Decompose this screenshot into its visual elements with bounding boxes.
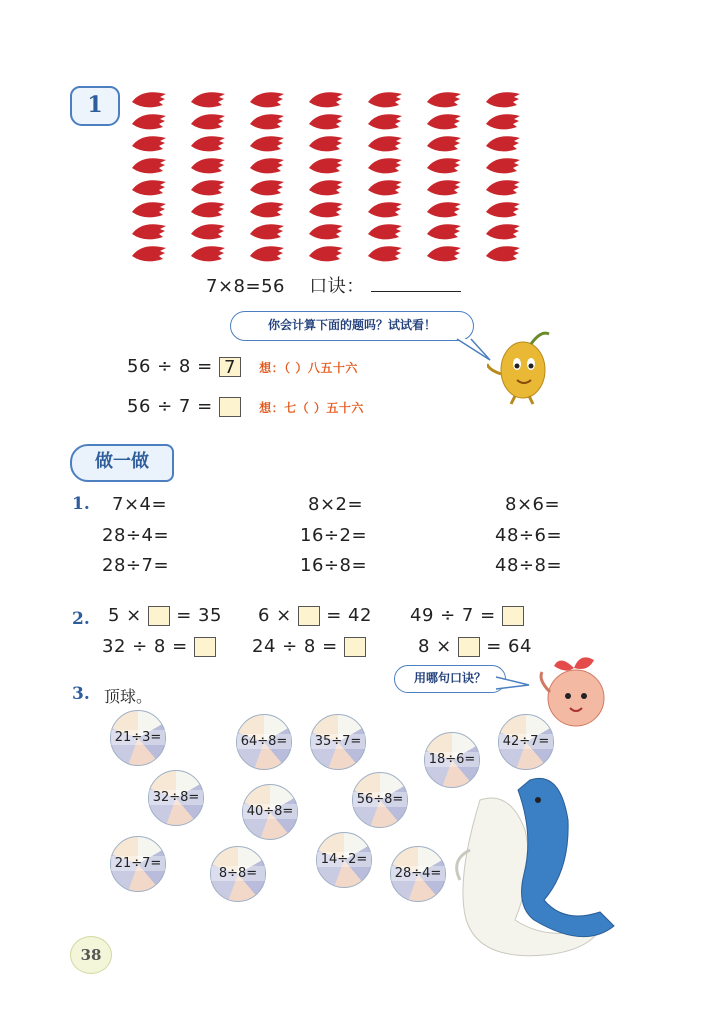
ball-9-text: 21÷7= (111, 856, 165, 871)
leaf-icon (427, 180, 461, 195)
division-line-1 (127, 356, 358, 377)
q1-cell: 28÷7= (102, 555, 170, 576)
leaf-icon (486, 180, 520, 195)
leaf-icon (191, 180, 225, 195)
q1-cell: 8×6= (505, 494, 561, 515)
leaf-icon (309, 246, 343, 261)
ball-3-text: 35÷7= (311, 734, 365, 749)
leaf-icon (250, 136, 284, 151)
q2-item (258, 605, 372, 626)
leaf-icon (132, 246, 166, 261)
leaf-icon (427, 158, 461, 173)
example-number: 1 (87, 92, 103, 118)
question-2-number: 2. (72, 609, 90, 629)
leaf-icon (132, 224, 166, 239)
speech-bubble-text: 你会计算下面的题吗？试试看！ (267, 318, 436, 332)
leaf-icon (427, 224, 461, 239)
example-equation (206, 272, 461, 298)
ball-4-text: 18÷6= (425, 752, 479, 767)
ball-7 (242, 784, 298, 840)
q2-item (108, 605, 222, 626)
q2-text: = 42 (326, 605, 372, 626)
q1-cell: 48÷6= (495, 525, 563, 546)
example-badge (70, 86, 120, 126)
q2-item (102, 636, 216, 657)
leaf-icon (132, 158, 166, 173)
ball-8 (352, 772, 408, 828)
question-3-number: 3. (72, 684, 90, 704)
leaf-icon (486, 92, 520, 107)
ball-2 (236, 714, 292, 770)
leaf-icon (486, 202, 520, 217)
multiplication-equation: 7×8=56 (206, 276, 285, 297)
q2-answer-box[interactable] (298, 606, 320, 626)
leaf-icon (191, 224, 225, 239)
leaf-icon (368, 114, 402, 129)
q1-cell: 28÷4= (102, 525, 170, 546)
leaf-icon (309, 180, 343, 195)
leaf-icon (191, 202, 225, 217)
leaf-icon (309, 92, 343, 107)
leaf-icon (368, 246, 402, 261)
leaf-icon (486, 136, 520, 151)
leaf-icon (250, 180, 284, 195)
q2-answer-box[interactable] (194, 637, 216, 657)
leaf-icon (486, 246, 520, 261)
page-number: 38 (80, 946, 102, 964)
q1-cell: 48÷8= (495, 555, 563, 576)
q2-text: 32 ÷ 8 = (102, 636, 188, 657)
leaf-icon (427, 202, 461, 217)
leaf-icon (309, 224, 343, 239)
division-expression-1: 56 ÷ 8 = (127, 356, 213, 377)
leaf-icon (368, 136, 402, 151)
ball-12-text: 28÷4= (391, 866, 445, 881)
koujue-blank[interactable] (371, 275, 461, 292)
ball-10-text: 8÷8= (211, 866, 265, 881)
ball-11-text: 14÷2= (317, 852, 371, 867)
question-1-number: 1. (72, 494, 90, 514)
leaf-icon (309, 114, 343, 129)
q2-text: 49 ÷ 7 = (410, 605, 496, 626)
dolphin-illustration (450, 760, 630, 960)
leaf-icon (250, 202, 284, 217)
hint-1: 想：（ ）八五十六 (259, 361, 358, 375)
leaf-grid (130, 86, 530, 266)
ball-3 (310, 714, 366, 770)
leaf-icon (191, 158, 225, 173)
leaf-icon (132, 136, 166, 151)
question-3-title: 顶球。 (104, 687, 153, 706)
q2-item (410, 605, 524, 626)
potato-mascot-illustration (487, 322, 557, 406)
ball-12 (390, 846, 446, 902)
bubble-2-tail (495, 675, 535, 695)
speech-bubble-2 (394, 665, 506, 693)
section-label (70, 444, 174, 482)
leaf-icon (486, 114, 520, 129)
leaf-icon (250, 224, 284, 239)
leaf-icon (191, 136, 225, 151)
leaf-icon (191, 246, 225, 261)
leaf-icon (427, 136, 461, 151)
leaf-icon (486, 224, 520, 239)
ball-5-text: 42÷7= (499, 734, 553, 749)
leaf-icon (191, 92, 225, 107)
ball-9 (110, 836, 166, 892)
q1-cell: 7×4= (112, 494, 168, 515)
q2-text: 24 ÷ 8 = (252, 636, 338, 657)
q2-text: 8 × (418, 636, 452, 657)
koujue-label: 口诀： (309, 276, 365, 297)
q2-answer-box[interactable] (344, 637, 366, 657)
leaf-icon (368, 92, 402, 107)
leaf-icon (250, 114, 284, 129)
leaf-icon (132, 202, 166, 217)
q1-cell: 16÷8= (300, 555, 368, 576)
hint-2: 想：七（ ）五十六 (259, 401, 364, 415)
leaf-grid-illustration (130, 86, 530, 266)
answer-box-2[interactable] (219, 397, 241, 417)
leaf-icon (132, 92, 166, 107)
leaf-icon (309, 136, 343, 151)
section-title: 做一做 (95, 451, 149, 472)
ball-6 (148, 770, 204, 826)
leaf-icon (191, 114, 225, 129)
leaf-icon (132, 180, 166, 195)
ball-7-text: 40÷8= (243, 804, 297, 819)
leaf-icon (250, 246, 284, 261)
leaf-icon (368, 180, 402, 195)
page-number-badge (70, 936, 112, 974)
ball-1-text: 21÷3= (111, 730, 165, 745)
ball-1 (110, 710, 166, 766)
leaf-icon (132, 114, 166, 129)
ball-8-text: 56÷8= (353, 792, 407, 807)
q1-cell: 16÷2= (300, 525, 368, 546)
speech-bubble (230, 311, 474, 341)
ball-6-text: 32÷8= (149, 790, 203, 805)
division-line-2 (127, 396, 364, 417)
leaf-icon (309, 158, 343, 173)
leaf-icon (250, 92, 284, 107)
leaf-icon (486, 158, 520, 173)
leaf-icon (309, 202, 343, 217)
q2-text: 5 × (108, 605, 142, 626)
leaf-icon (427, 92, 461, 107)
leaf-icon (368, 224, 402, 239)
q2-item (418, 636, 532, 657)
q1-cell: 8×2= (308, 494, 364, 515)
answer-box-1[interactable]: 7 (219, 357, 241, 377)
speech-bubble-2-text: 用哪句口诀？ (413, 671, 486, 685)
leaf-icon (427, 114, 461, 129)
q2-answer-box[interactable] (458, 637, 480, 657)
leaf-icon (368, 202, 402, 217)
ball-10 (210, 846, 266, 902)
leaf-icon (368, 158, 402, 173)
division-expression-2: 56 ÷ 7 = (127, 396, 213, 417)
q2-answer-box[interactable] (148, 606, 170, 626)
q2-text: 6 × (258, 605, 292, 626)
ball-2-text: 64÷8= (237, 734, 291, 749)
q2-text: = 35 (176, 605, 222, 626)
ball-11 (316, 832, 372, 888)
q2-item (252, 636, 366, 657)
leaf-icon (250, 158, 284, 173)
q2-answer-box[interactable] (502, 606, 524, 626)
leaf-icon (427, 246, 461, 261)
q2-text: = 64 (486, 636, 532, 657)
